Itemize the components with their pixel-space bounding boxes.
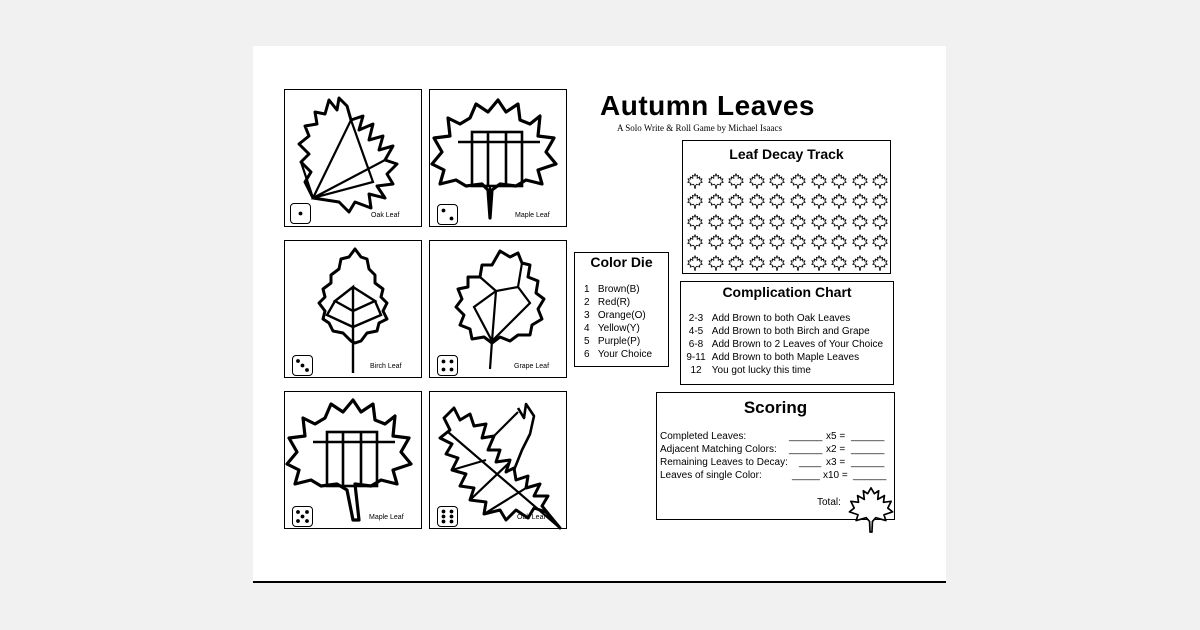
small-maple-leaf-icon[interactable]: [831, 255, 847, 271]
small-maple-leaf-icon[interactable]: [728, 255, 744, 271]
small-maple-leaf-icon[interactable]: [749, 234, 765, 250]
small-maple-leaf-icon[interactable]: [708, 193, 724, 209]
complication-item: 2-3 Add Brown to both Oak Leaves: [688, 313, 851, 324]
die-pip: [305, 510, 309, 514]
small-maple-leaf-icon[interactable]: [708, 173, 724, 189]
small-maple-leaf-icon[interactable]: [872, 193, 888, 209]
die-pip: [296, 359, 300, 363]
score-row-single-color: Leaves of single Color: _____ x10 = ______: [660, 470, 887, 481]
die-face-icon: [292, 506, 313, 527]
small-maple-leaf-icon[interactable]: [769, 255, 785, 271]
small-maple-leaf-icon[interactable]: [687, 214, 703, 230]
total-label: Total:: [817, 497, 841, 508]
page-title: Autumn Leaves: [600, 90, 815, 121]
leaf-card-label: Grape Leaf: [514, 363, 550, 370]
die-pip: [450, 368, 454, 372]
small-maple-leaf-icon[interactable]: [749, 214, 765, 230]
small-maple-leaf-icon[interactable]: [852, 193, 868, 209]
small-maple-leaf-icon[interactable]: [790, 173, 806, 189]
small-maple-leaf-icon[interactable]: [811, 234, 827, 250]
die-pip: [301, 515, 305, 519]
small-maple-leaf-icon[interactable]: [769, 173, 785, 189]
color-die-item: 2 Red(R): [584, 297, 631, 308]
die-pip: [442, 515, 446, 519]
small-maple-leaf-icon[interactable]: [811, 214, 827, 230]
small-maple-leaf-icon[interactable]: [769, 214, 785, 230]
small-maple-leaf-icon[interactable]: [728, 234, 744, 250]
leaf-card-label: Maple Leaf: [369, 514, 404, 521]
leaf-card-label: Maple Leaf: [515, 212, 550, 219]
score-row-adjacent: Adjacent Matching Colors: ______ x2 = ______: [660, 444, 885, 455]
die-pip: [450, 515, 454, 519]
small-maple-leaf-icon[interactable]: [831, 214, 847, 230]
small-maple-leaf-icon[interactable]: [872, 234, 888, 250]
die-pip: [442, 520, 446, 524]
die-pip: [450, 217, 454, 221]
die-pip: [305, 519, 309, 523]
small-maple-leaf-icon[interactable]: [708, 234, 724, 250]
complication-item: 4-5 Add Brown to both Birch and Grape: [688, 326, 870, 337]
scoring-title: Scoring: [743, 398, 808, 417]
small-maple-leaf-icon[interactable]: [790, 255, 806, 271]
small-maple-leaf-icon[interactable]: [852, 214, 868, 230]
small-maple-leaf-icon[interactable]: [831, 173, 847, 189]
color-die-list: [584, 283, 652, 361]
color-die-title: Color Die: [590, 254, 653, 270]
die-pip: [305, 368, 309, 372]
complication-item: 12 You got lucky this time: [690, 365, 811, 376]
decay-track-title: Leaf Decay Track: [729, 146, 844, 162]
small-maple-leaf-icon[interactable]: [852, 255, 868, 271]
small-maple-leaf-icon[interactable]: [708, 214, 724, 230]
small-maple-leaf-icon[interactable]: [769, 193, 785, 209]
die-pip: [450, 520, 454, 524]
small-maple-leaf-icon[interactable]: [852, 234, 868, 250]
die-pip: [450, 360, 454, 364]
color-die-item: 1 Brown(B): [584, 284, 640, 295]
small-maple-leaf-icon[interactable]: [811, 255, 827, 271]
small-maple-leaf-icon[interactable]: [790, 214, 806, 230]
die-pip: [442, 368, 446, 372]
small-maple-leaf-icon[interactable]: [769, 234, 785, 250]
leaf-card-birch-3[interactable]: [284, 240, 422, 378]
die-face-icon: [290, 203, 311, 224]
die-face-icon: [437, 506, 458, 527]
small-maple-leaf-icon[interactable]: [749, 193, 765, 209]
small-maple-leaf-icon[interactable]: [708, 255, 724, 271]
leaf-decay-track: [682, 140, 891, 274]
score-row-remaining: Remaining Leaves to Decay: ____ x3 = ______: [660, 457, 885, 468]
die-face-icon: [437, 355, 458, 376]
color-die-item: 4 Yellow(Y): [584, 323, 640, 334]
die-face-icon: [292, 355, 313, 376]
color-die-item: 5 Purple(P): [584, 336, 641, 347]
small-maple-leaf-icon[interactable]: [687, 193, 703, 209]
die-pip: [296, 519, 300, 523]
leaf-card-oak-6[interactable]: [429, 391, 567, 529]
die-pip: [299, 212, 303, 216]
complication-chart-title: Complication Chart: [722, 284, 852, 300]
small-maple-leaf-icon[interactable]: [872, 173, 888, 189]
small-maple-leaf-icon[interactable]: [749, 255, 765, 271]
die-pip: [442, 360, 446, 364]
small-maple-leaf-icon[interactable]: [872, 214, 888, 230]
leaf-card-label: Oak Leaf: [371, 212, 400, 219]
small-maple-leaf-icon[interactable]: [831, 234, 847, 250]
small-maple-leaf-icon[interactable]: [811, 173, 827, 189]
scoring-box: [656, 392, 895, 520]
small-maple-leaf-icon[interactable]: [728, 173, 744, 189]
complication-item: 9-11 Add Brown to both Maple Leaves: [686, 352, 860, 363]
score-row-completed: Completed Leaves: ______ x5 = ______: [660, 431, 885, 442]
color-die-item: 6 Your Choice: [584, 349, 653, 360]
color-die-item: 3 Orange(O): [584, 310, 646, 321]
small-maple-leaf-icon[interactable]: [728, 193, 744, 209]
complication-item: 6-8 Add Brown to 2 Leaves of Your Choice: [688, 339, 884, 350]
leaf-card-grape-4[interactable]: [429, 240, 567, 378]
page-subtitle: A Solo Write & Roll Game by Michael Isaacs: [617, 123, 782, 133]
complication-list: [683, 312, 883, 377]
die-pip: [442, 510, 446, 514]
die-pip: [450, 510, 454, 514]
color-die-box: [574, 252, 669, 367]
leaf-card-label: Oak Leaf: [517, 514, 546, 521]
small-maple-leaf-icon[interactable]: [687, 173, 703, 189]
small-maple-leaf-icon[interactable]: [749, 173, 765, 189]
die-pip: [296, 510, 300, 514]
maple-leaf-total-icon: [845, 485, 897, 533]
game-sheet: [253, 46, 946, 583]
die-pip: [301, 364, 305, 368]
small-maple-leaf-icon[interactable]: [872, 255, 888, 271]
die-face-icon: [437, 204, 458, 225]
die-pip: [442, 209, 446, 213]
complication-chart: [680, 281, 894, 385]
small-maple-leaf-icon[interactable]: [790, 193, 806, 209]
small-maple-leaf-icon[interactable]: [790, 234, 806, 250]
small-maple-leaf-icon[interactable]: [687, 234, 703, 250]
small-maple-leaf-icon[interactable]: [811, 193, 827, 209]
small-maple-leaf-icon[interactable]: [728, 214, 744, 230]
decay-track-grid: [687, 173, 893, 275]
small-maple-leaf-icon[interactable]: [831, 193, 847, 209]
leaf-card-oak-1[interactable]: [284, 89, 422, 227]
leaf-card-label: Birch Leaf: [370, 363, 402, 370]
leaf-card-maple-2[interactable]: [429, 89, 567, 227]
leaf-card-maple-5[interactable]: [284, 391, 422, 529]
small-maple-leaf-icon[interactable]: [687, 255, 703, 271]
small-maple-leaf-icon[interactable]: [852, 173, 868, 189]
